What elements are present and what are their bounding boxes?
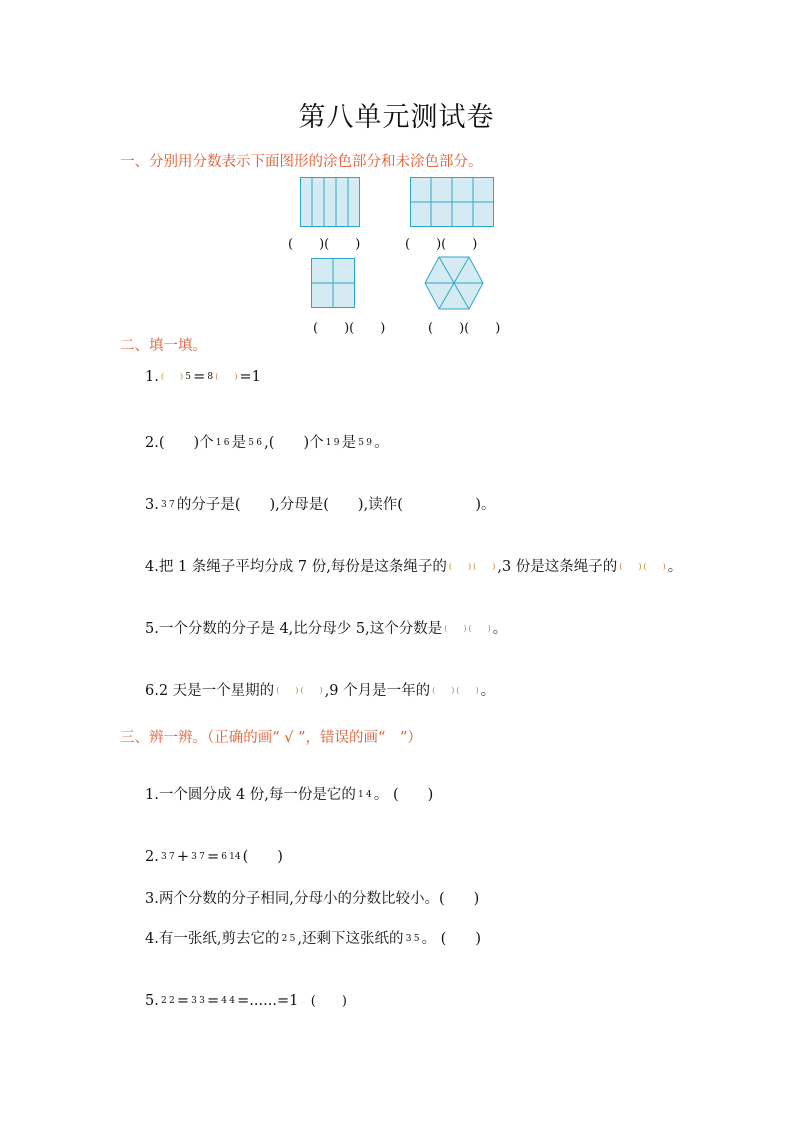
s3-question-2: 2. 3 7 + 3 7 = 6 14 ( ) (145, 849, 283, 865)
section-2-heading: 二、填一填。 (120, 338, 207, 354)
figure-rectangle-grid (410, 177, 494, 227)
s2-question-3: 3. 3 7 的分子是( ),分母是( ),读作( )。 (145, 497, 496, 513)
fraction-blank[interactable]: ( ) ( ) (276, 685, 323, 695)
page-title: 第八单元测试卷 (298, 102, 495, 133)
answer-blank-1[interactable]: ( )( ) (288, 237, 361, 252)
figure-square-grid (311, 258, 355, 308)
fraction-blank[interactable]: ( ) ( ) (448, 561, 496, 571)
s3-question-4: 4. 有一张纸,剪去它的 2 5 ,还剩下这张纸的 3 5 。 ( ) (145, 931, 481, 947)
s2-question-5: 5. 一个分数的分子是 4,比分母少 5,这个分数是 ( ) ( ) 。 (145, 621, 508, 637)
answer-blank-2[interactable]: ( )( ) (405, 237, 478, 252)
s3-question-3: 3. 两个分数的分子相同,分母小的分数比较小。( ) (145, 891, 480, 907)
s3-question-1: 1. 一个圆分成 4 份,每一份是它的 1 4 。 ( ) (145, 787, 434, 803)
fraction-blank[interactable]: ( ) ( ) (619, 561, 666, 571)
section-1-heading: 一、分别用分数表示下面图形的涂色部分和未涂色部分。 (120, 154, 483, 170)
s3-question-5: 5. 2 2 = 3 3 = 4 4 =......=1 ( ) (145, 993, 347, 1009)
figure-hexagon (424, 256, 484, 310)
fraction-blank[interactable]: ( ) ( ) (444, 623, 491, 633)
figure-vertical-strips (300, 177, 360, 227)
s2-question-6: 6. 2 天是一个星期的 ( ) ( ) ,9 个月是一年的 ( ) ( ) 。 (145, 683, 496, 699)
fraction-blank[interactable]: ( ) 5 (160, 371, 191, 382)
s2-question-2: 2. ( )个 1 6 是 5 6 ,( )个 1 9 是 5 9 。 (145, 435, 389, 451)
section-3-heading: 三、辨一辨。（正确的画“ √ ”，错误的画“ ”） (120, 730, 422, 746)
fraction-blank[interactable]: 8 ( ) (207, 371, 238, 382)
answer-blank-3[interactable]: ( )( ) (313, 321, 386, 336)
s2-question-4: 4. 把 1 条绳子平均分成 7 份,每份是这条绳子的 ( ) ( ) ,3 份是这条绳子的 ( ) ( ) 。 (145, 559, 683, 575)
s2-question-1: 1. ( ) 5 = 8 ( ) =1 (145, 369, 261, 385)
fraction-blank[interactable]: ( ) ( ) (432, 685, 479, 695)
answer-blank-4[interactable]: ( )( ) (428, 321, 501, 336)
